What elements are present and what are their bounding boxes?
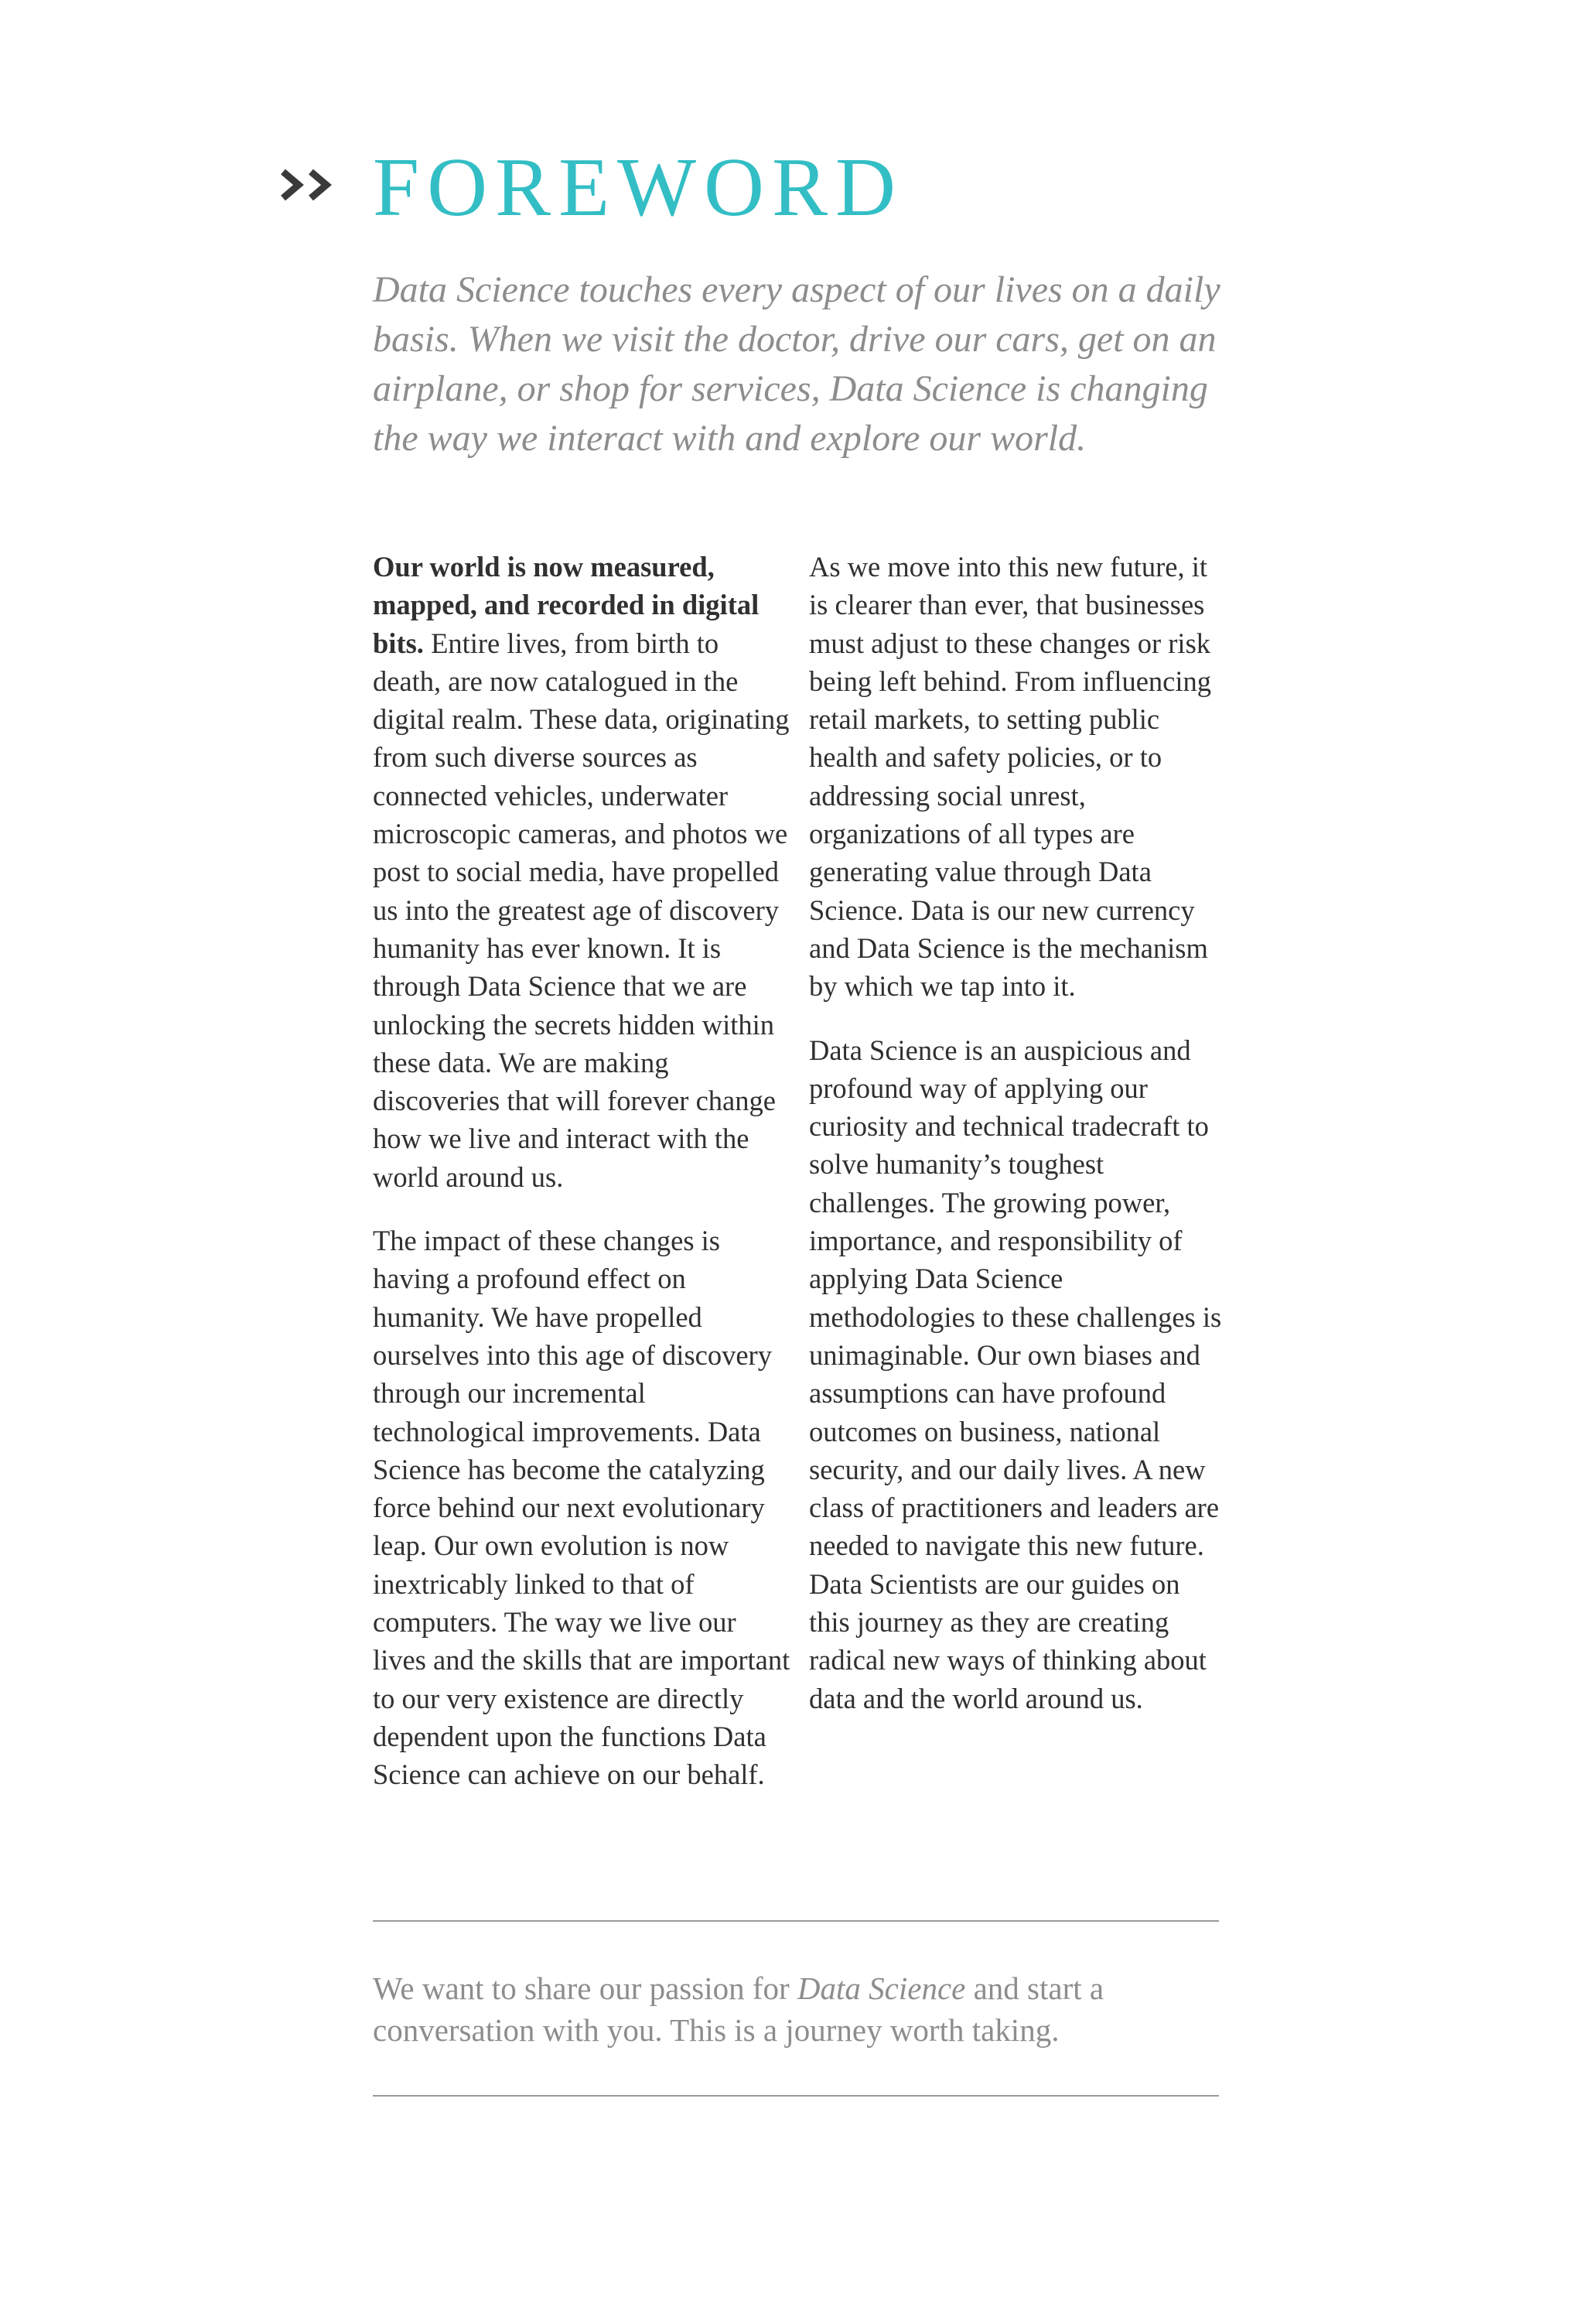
left-column	[373, 548, 790, 1820]
right-column	[809, 548, 1227, 1743]
page-title: FOREWORD	[373, 142, 904, 234]
left-paragraph-2: The impact of these changes is having a profound effect on humanity. We have propelled ourselves into this age of discovery through our incremental technological improvements. Data Science has become the catalyzing force behind our next evolutionary leap. Our own evolution is now inextricably linked to that of computers. The way we live our lives and the skills that are important to our very existence are directly dependent upon the functions Data Science can achieve on our behalf.	[373, 1225, 790, 1791]
double-chevron-right-icon	[278, 166, 339, 204]
closing-text-start: We want to share our passion for	[373, 1970, 797, 2006]
lead-sentence: Our world is now measured, mapped, and recorded in digital bits.	[373, 551, 760, 659]
right-paragraph-1: As we move into this new future, it is clearer than ever, that businesses must adjust to these changes or risk being left behind. From influencing retail markets, to setting public health and safety policies, or to addressing social unrest, organizations of all types are generating value through Data Science. Data is our new currency and Data Science is the mechanism by which we tap into it.	[809, 551, 1212, 1003]
left-paragraph-1	[373, 548, 790, 1196]
intro-paragraph: Data Science touches every aspect of our lives on a daily basis. When we visit the doctor, drive our cars, get on an airplane, or shop for services, Data Science is changing the way we interact with and explore our world.	[373, 269, 1220, 459]
top-divider	[373, 1920, 1219, 1922]
bottom-divider	[373, 2095, 1219, 2097]
closing-text-end: and start a conversation with you. This is a journey worth taking.	[373, 1970, 1104, 2048]
right-paragraph-2: Data Science is an auspicious and profound way of applying our curiosity and technical tradecraft to solve humanity’s toughest challenges. The growing power, importance, and responsibility of applying Data Science methodologies to these challenges is unimaginable. Our own biases and assumptions can have profound outcomes on business, national security, and our daily lives. A new class of practitioners and leaders are needed to navigate this new future. Data Scientists are our guides on this journey as they are creating radical new ways of thinking about data and the world around us.	[809, 1034, 1222, 1714]
closing-statement	[373, 1967, 1224, 2051]
left-paragraph-1-body: Entire lives, from birth to death, are now catalogued in the digital realm. These data, originating from such diverse sources as connected vehicles, underwater microscopic cameras, and photos we post to social media, have propelled us into the greatest age of discovery humanity has ever known. It is through Data Science that we are unlocking the secrets hidden within these data. We are making discoveries that will forever change how we live and interact with the world around us.	[373, 627, 790, 1193]
closing-emphasis: Data Science	[797, 1970, 966, 2006]
